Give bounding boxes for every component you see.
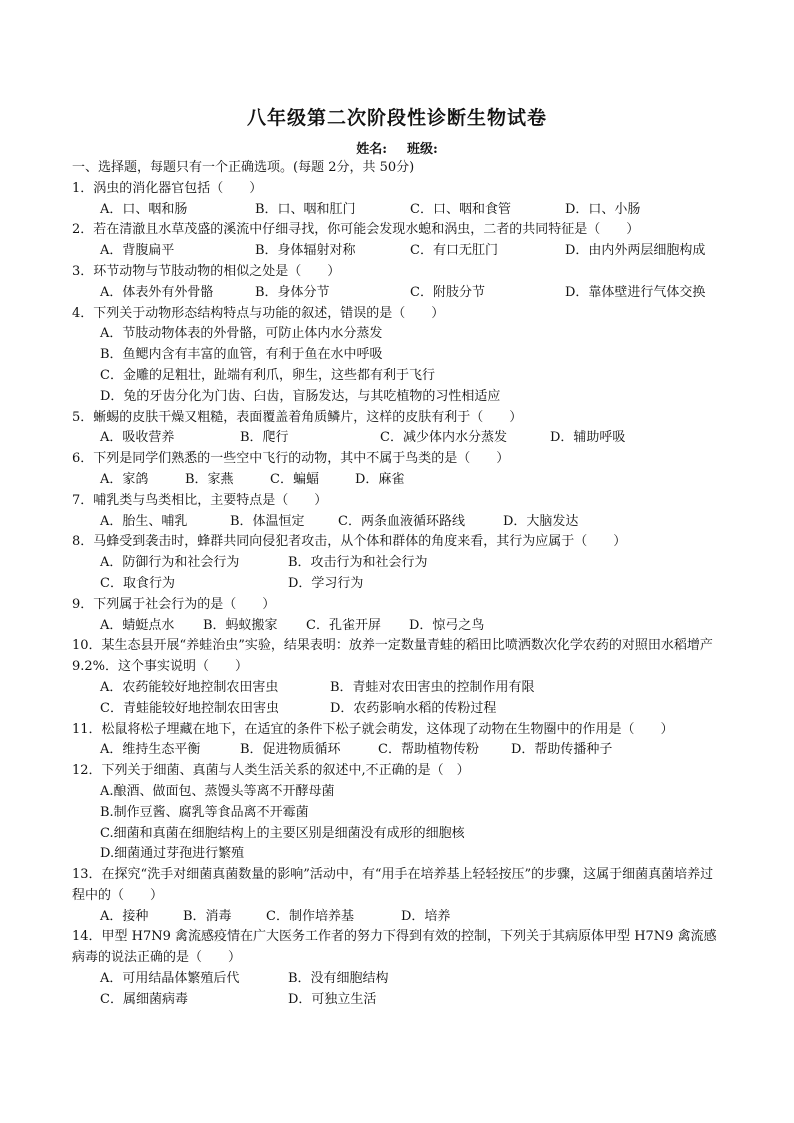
question-12: 12．下列关于细菌、真菌与人类生活关系的叙述中,不正确的是（ ） xyxy=(72,763,470,779)
options-13 xyxy=(72,907,722,928)
option-a: A．胎生、哺乳 xyxy=(100,513,188,529)
option-a: A．吸收营养 xyxy=(100,430,175,446)
option-a: A．蜻蜓点水 xyxy=(100,617,175,633)
option-a: A．口、咽和肠 xyxy=(100,201,188,217)
option-b: B．口、咽和肛门 xyxy=(255,201,356,217)
option-a: A．防御行为和社会行为 xyxy=(100,555,240,571)
option-b: B．没有细胞结构 xyxy=(288,971,389,987)
options-7 xyxy=(72,512,722,533)
option-c: C．两条血液循环路线 xyxy=(338,513,465,529)
option-d: D．麻雀 xyxy=(355,471,405,487)
question-9: 9．下列属于社会行为的是（ ） xyxy=(72,596,276,612)
option-b: B．攻击行为和社会行为 xyxy=(288,555,428,571)
options-6 xyxy=(72,470,722,491)
option-d: D.细菌通过芽孢进行繁殖 xyxy=(100,846,245,862)
question-5: 5．蜥蜴的皮肤干燥又粗糙，表面覆盖着角质鳞片，这样的皮肤有利于（ ） xyxy=(72,409,523,425)
question-8: 8．马蜂受到袭击时，蜂群共同向侵犯者攻击，从个体和群体的角度来看，其行为应属于（ ） xyxy=(72,534,627,550)
option-b: B．鱼鳃内含有丰富的血管，有利于鱼在水中呼吸 xyxy=(100,347,383,363)
option-d: D．惊弓之鸟 xyxy=(409,617,485,633)
option-a: A．接种 xyxy=(100,908,149,924)
option-c: C．青蛙能较好地控制农田害虫 xyxy=(100,700,279,716)
option-b: B．蚂蚁搬家 xyxy=(203,617,278,633)
options-14-row2 xyxy=(72,990,722,1011)
option-b: B．爬行 xyxy=(240,430,289,446)
options-10-row1 xyxy=(72,678,722,699)
options-11 xyxy=(72,740,722,761)
options-5 xyxy=(72,428,722,449)
option-b: B．青蛙对农田害虫的控制作用有限 xyxy=(330,679,535,695)
option-a: A．背腹扁平 xyxy=(100,243,175,259)
option-d: D．辅助呼吸 xyxy=(550,430,626,446)
options-3 xyxy=(72,283,722,304)
question-10: 10．某生态县开展“养蛙治虫”实验，结果表明：放养一定数量青蛙的稻田比喷洒数次化学农药的对照田水稻增产 9.2%．这个事实说明（ ） xyxy=(72,638,713,675)
options-14-row1 xyxy=(72,969,722,990)
option-b: B．身体分节 xyxy=(255,284,330,300)
option-c: C．金雕的足粗壮，趾端有利爪，卵生，这些都有利于飞行 xyxy=(100,367,435,383)
option-d: D．帮助传播种子 xyxy=(511,742,613,758)
option-c: C．孔雀开屏 xyxy=(306,617,381,633)
question-6: 6．下列是同学们熟悉的一些空中飞行的动物，其中不属于鸟类的是（ ） xyxy=(72,451,510,467)
option-a: A．可用结晶体繁殖后代 xyxy=(100,971,240,987)
question-4: 4．下列关于动物形态结构特点与功能的叙述，错误的是（ ） xyxy=(72,305,445,321)
question-2: 2．若在清澈且水草茂盛的溪流中仔细寻找，你可能会发现水螅和涡虫，二者的共同特征是（ ） xyxy=(72,222,640,238)
options-1 xyxy=(72,200,722,221)
option-d: D．培养 xyxy=(401,908,451,924)
option-c: C．口、咽和食管 xyxy=(410,201,511,217)
question-11: 11．松鼠将松子埋藏在地下，在适宜的条件下松子就会萌发，这体现了动物在生物圈中的作用是（ ） xyxy=(72,721,674,737)
option-b: B．体温恒定 xyxy=(230,513,305,529)
option-d: D．靠体壁进行气体交换 xyxy=(565,284,706,300)
option-d: D．由内外两层细胞构成 xyxy=(565,243,706,259)
option-b: B．家燕 xyxy=(185,471,234,487)
option-b: B．促进物质循环 xyxy=(240,742,341,758)
option-d: D．学习行为 xyxy=(288,575,364,591)
option-d: D．兔的牙齿分化为门齿、臼齿，盲肠发达，与其吃植物的习性相适应 xyxy=(100,388,501,404)
option-b: B．消毒 xyxy=(183,908,232,924)
option-a: A．维持生态平衡 xyxy=(100,742,201,758)
options-2 xyxy=(72,241,722,262)
name-label: 姓名: xyxy=(356,142,387,157)
option-c: C.细菌和真菌在细胞结构上的主要区别是细菌没有成形的细胞核 xyxy=(100,825,465,841)
option-c: C．属细菌病毒 xyxy=(100,991,188,1007)
option-a: A.酿酒、做面包、蒸馒头等离不开酵母菌 xyxy=(100,783,335,799)
options-10-row2 xyxy=(72,699,722,720)
option-b: B.制作豆酱、腐乳等食品离不开霉菌 xyxy=(100,804,309,820)
option-d: D．大脑发达 xyxy=(503,513,579,529)
student-info xyxy=(0,138,794,157)
question-7: 7．哺乳类与鸟类相比，主要特点是（ ） xyxy=(72,492,328,508)
question-14: 14．甲型 H7N9 禽流感疫情在广大医务工作者的努力下得到有效的控制，下列关于其病原体甲型 H7N9 禽流感病毒的说法正确的是（ ） xyxy=(72,929,717,966)
options-9 xyxy=(72,616,722,637)
question-3: 3．环节动物与节肢动物的相似之处是（ ） xyxy=(72,263,341,279)
option-c: C．减少体内水分蒸发 xyxy=(380,430,507,446)
option-a: A．体表外有外骨骼 xyxy=(100,284,214,300)
option-c: C．蝙蝠 xyxy=(270,471,319,487)
question-1: 1．涡虫的消化器官包括（ ） xyxy=(72,180,263,196)
option-c: C．制作培养基 xyxy=(266,908,354,924)
option-d: D．口、小肠 xyxy=(565,201,641,217)
option-d: D．农药影响水稻的传粉过程 xyxy=(330,700,497,716)
question-13: 13．在探究“洗手对细菌真菌数量的影响”活动中，有“用手在培养基上轻轻按压”的步骤，这属于细菌真菌培养过程中的（ ） xyxy=(72,867,714,903)
options-8-row1 xyxy=(72,553,722,574)
option-b: B．身体辐射对称 xyxy=(255,243,356,259)
option-c: C．帮助植物传粉 xyxy=(378,742,479,758)
option-d: D．可独立生活 xyxy=(288,991,377,1007)
option-a: A．农药能较好地控制农田害虫 xyxy=(100,679,279,695)
options-8-row2 xyxy=(72,574,722,595)
option-c: C．取食行为 xyxy=(100,575,175,591)
option-a: A．节肢动物体表的外骨骼，可防止体内水分蒸发 xyxy=(100,326,383,342)
exam-title: 八年级第二次阶段性诊断生物试卷 xyxy=(246,107,547,129)
exam-content xyxy=(72,158,722,1011)
class-label: 班级: xyxy=(407,142,438,157)
option-a: A．家鸽 xyxy=(100,471,149,487)
section-heading: 一、选择题，每题只有一个正确选项。(每题 2分，共 50分) xyxy=(72,160,415,175)
option-c: C．附肢分节 xyxy=(410,284,485,300)
option-c: C．有口无肛门 xyxy=(410,243,498,259)
